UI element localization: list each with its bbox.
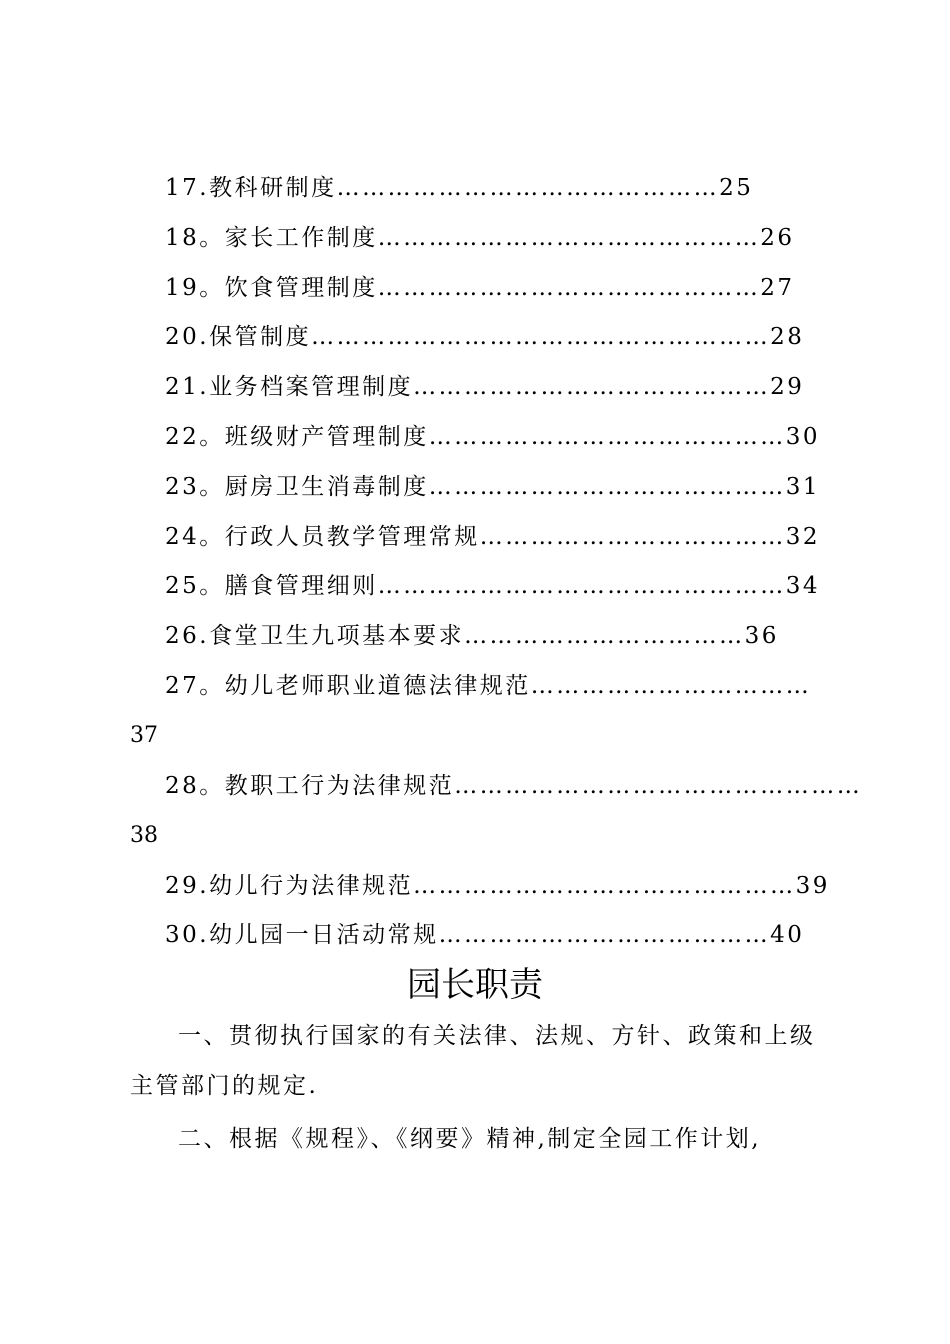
section-title: 园长职责 [407, 965, 543, 1005]
toc-item[interactable]: 20.保管制度………………………………………………28 [165, 324, 805, 350]
toc-page-number: 38 [130, 823, 158, 848]
toc-item[interactable]: 23。厨房卫生消毒制度……………………………………31 [165, 474, 821, 500]
toc-item[interactable]: 21.业务档案管理制度……………………………………29 [165, 374, 805, 400]
toc-item[interactable]: 30.幼儿园一日活动常规…………………………………40 [165, 922, 805, 948]
paragraph-1-line-2: 主管部门的规定. [130, 1073, 319, 1099]
paragraph-1-line-1: 一、贯彻执行国家的有关法律、法规、方针、政策和上级 [178, 1023, 816, 1049]
toc-item[interactable]: 28。教职工行为法律规范………………………………………… [165, 773, 863, 799]
toc-item[interactable]: 29.幼儿行为法律规范………………………………………39 [165, 873, 830, 899]
toc-item[interactable]: 17.教科研制度………………………………………25 [165, 175, 754, 201]
paragraph-2-line-1: 二、根据《规程》、《纲要》精神,制定全园工作计划, [178, 1126, 762, 1152]
toc-item[interactable]: 24。行政人员教学管理常规………………………………32 [165, 524, 821, 550]
toc-item[interactable]: 18。家长工作制度………………………………………26 [165, 225, 795, 251]
toc-item[interactable]: 27。幼儿老师职业道德法律规范…………………………… [165, 673, 812, 699]
toc-page-number: 37 [130, 723, 158, 748]
toc-item[interactable]: 19。饮食管理制度………………………………………27 [165, 275, 795, 301]
toc-item[interactable]: 22。班级财产管理制度……………………………………30 [165, 424, 821, 450]
toc-item[interactable]: 25。膳食管理细则…………………………………………34 [165, 573, 821, 599]
toc-item[interactable]: 26.食堂卫生九项基本要求……………………………36 [165, 623, 779, 649]
